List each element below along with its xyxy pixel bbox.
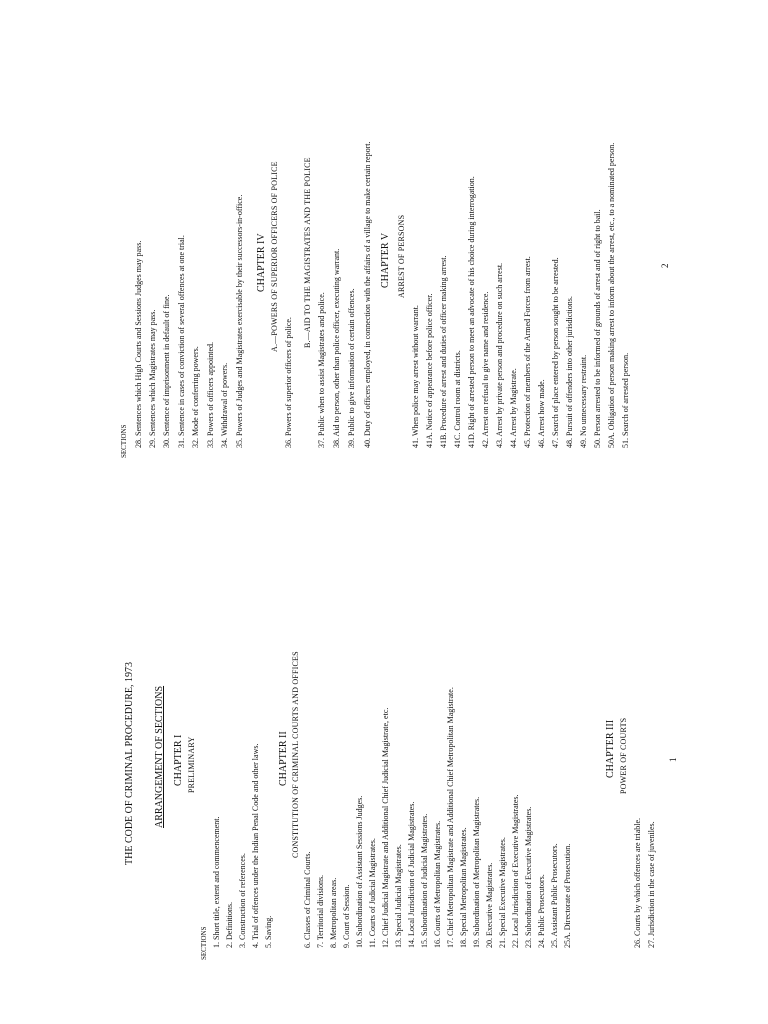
section-line: 30. Sentence of imprisonment in default of fine. [162,294,171,448]
section-line: 13. Special Judicial Magistrates. [394,844,403,948]
section-line: 45. Protection of members of the Armed Forces from arrest. [523,256,532,448]
section-line: 6. Classes of Criminal Courts. [303,851,312,948]
section-line: 9. Court of Session. [342,884,351,948]
arrangement-heading: ARRANGEMENT OF SECTIONS [154,685,165,828]
section-line: 10. Subordination of Assistant Sessions Judges. [355,795,364,948]
section-line: 12. Chief Judicial Magistrate and Additional Chief Judicial Magistrate, etc. [381,707,390,948]
section-line: 35. Powers of Judges and Magistrates exercisable by their successors-in-office. [235,194,244,448]
section-line: 4. Trial of offences under the Indian Penal Code and other laws. [251,743,260,948]
section-line: 31. Sentence in cases of conviction of several offences at one trial. [177,235,186,448]
constitution-heading: CONSTITUTION OF CRIMINAL COURTS AND OFFICES [291,651,300,858]
section-line: 32. Mode of conferring powers. [191,346,200,448]
section-line: 21. Special Executive Magistrates. [498,837,507,948]
section-line: 20. Executive Magistrates. [485,862,494,948]
chapter-2-heading: CHAPTER II [278,731,289,786]
section-line: 39. Public to give information of certain offences. [347,288,356,448]
section-line: 41C. Control room at districts. [453,350,462,448]
section-line: 40. Duty of officers employed, in connection with the affairs of a village to make certain report. [363,141,372,448]
section-line: 25A. Directorate of Prosecution. [563,843,572,948]
section-line: 49. No unnecessary restraint. [579,354,588,448]
section-line: 48. Pursuit of offenders into other jurisdictions. [565,296,574,448]
section-line: 15. Subordination of Judicial Magistrates. [420,813,429,948]
powers-superior-heading: A.—POWERS OF SUPERIOR OFFICERS OF POLICE [270,161,279,352]
section-line: 24. Public Prosecutors. [537,874,546,948]
section-line: 46. Arrest how made. [537,379,546,448]
chapter-3-heading: CHAPTER III [605,719,616,778]
section-line: 19. Subordination of Metropolitan Magistrates. [472,796,481,948]
sections-label: SECTIONS [120,424,128,458]
aid-heading: B.—AID TO THE MAGISTRATES AND THE POLICE [303,157,312,348]
section-line: 17. Chief Metropolitan Magistrate and Additional Chief Metropolitan Magistrate. [446,687,455,948]
section-line: 41A. Notice of appearance before police officer. [425,293,434,448]
chapter-4-heading: CHAPTER IV [256,233,267,292]
section-line: 43. Arrest by private person and procedure on such arrest. [495,262,504,448]
section-line: 11. Courts of Judicial Magistrates. [368,838,377,948]
page-number: 1 [668,757,678,762]
chapter-1-heading: CHAPTER I [173,734,184,786]
section-line: 14. Local Jurisdiction of Judicial Magistrates. [407,801,416,948]
section-line: 29. Sentences which Magistrates may pass. [148,309,157,448]
section-line: 51. Search of arrested person. [621,352,630,448]
section-line: 25. Assistant Public Prosecutors. [550,843,559,948]
section-line: 47. Search of place entered by person sought to be arrested. [551,257,560,448]
section-line: 44. Arrest by Magistrate. [509,368,518,448]
section-line: 33. Powers of officers appointed. [206,341,215,448]
chapter-5-heading: CHAPTER V [380,232,391,288]
section-line: 3. Construction of references. [238,853,247,948]
section-line: 41B. Procedure of arrest and duties of officer making arrest. [439,255,448,448]
section-line: 41D. Right of arrested person to meet an advocate of his choice during interrogation. [467,176,476,448]
arrest-of-persons-heading: ARREST OF PERSONS [397,214,406,298]
page-number: 2 [660,263,670,268]
sections-label: SECTIONS [200,926,208,960]
section-line: 5. Saving. [264,915,273,948]
section-line: 18. Special Metropolitan Magistrates. [459,827,468,948]
power-of-courts-heading: POWER OF COURTS [619,717,628,794]
section-line: 28. Sentences which High Courts and Sessions Judges may pass. [134,240,143,448]
section-line: 26. Courts by which offences are triable. [633,817,642,948]
section-line: 41. When police may arrest without warrant. [411,305,420,448]
section-line: 50A. Obligation of person making arrest to inform about the arrest, etc., to a nominated person. [607,142,616,448]
section-line: 34. Withdrawal of powers. [220,362,229,448]
section-line: 50. Person arrested to be informed of grounds of arrest and of right to bail. [593,209,602,448]
preliminary-heading: PRELIMINARY [187,736,196,793]
section-line: 38. Aid to person, other than police officer, executing warrant. [332,248,341,448]
section-line: 27. Jurisdiction in the case of juveniles. [647,821,656,948]
section-line: 42. Arrest on refusal to give name and residence. [481,291,490,448]
section-line: 36. Powers of superior officers of police. [284,317,293,448]
section-line: 37. Public when to assist Magistrates and police. [317,292,326,448]
section-line: 7. Territorial divisions. [316,874,325,948]
section-line: 1. Short title, extent and commencement. [212,816,221,948]
section-line: 22. Local Jurisdiction of Executive Magistrates. [511,794,520,948]
section-line: 23. Subordination of Executive Magistrates. [524,806,533,948]
section-line: 8. Metropolitan areas. [329,877,338,948]
section-line: 2. Definitions. [225,902,234,948]
section-line: 16. Courts of Metropolitan Magistrates. [433,820,442,948]
document-title: THE CODE OF CRIMINAL PROCEDURE, 1973 [124,662,135,865]
